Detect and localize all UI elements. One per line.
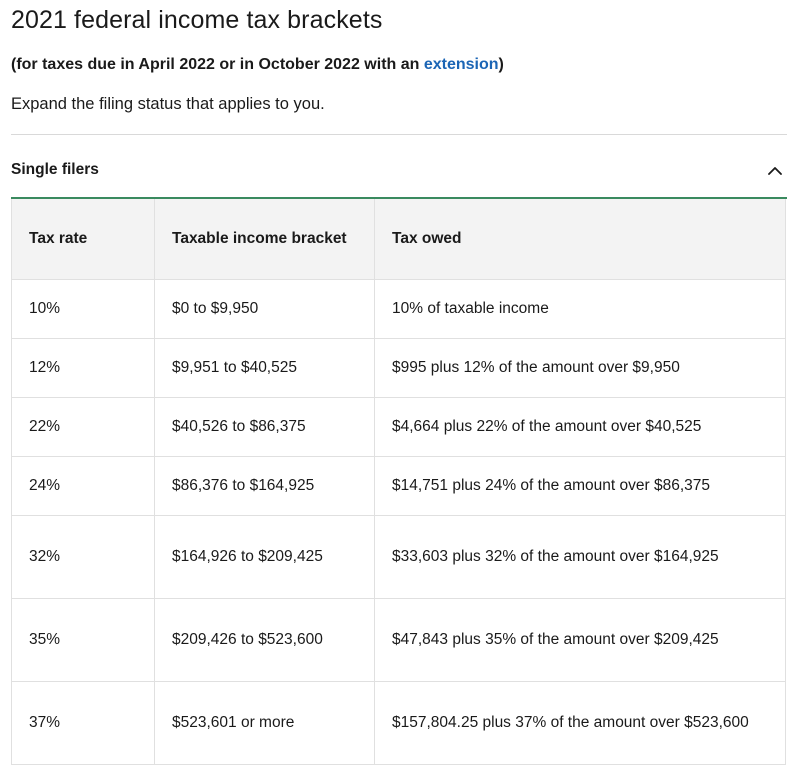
- cell-tax-rate: 12%: [12, 339, 155, 398]
- cell-tax-owed: $995 plus 12% of the amount over $9,950: [375, 339, 786, 398]
- subtitle-prefix: (for taxes due in April 2022 or in October 2022 with an: [11, 56, 424, 73]
- table-row: [12, 457, 786, 516]
- cell-tax-owed: 10% of taxable income: [375, 280, 786, 339]
- tax-brackets-table: [11, 199, 786, 765]
- cell-tax-owed: $14,751 plus 24% of the amount over $86,375: [375, 457, 786, 516]
- chevron-up-icon[interactable]: [767, 162, 783, 178]
- table-row: [12, 339, 786, 398]
- table-row: [12, 398, 786, 457]
- cell-tax-owed: $47,843 plus 35% of the amount over $209,425: [375, 599, 786, 682]
- cell-tax-rate: 32%: [12, 516, 155, 599]
- cell-income-bracket: $86,376 to $164,925: [155, 457, 375, 516]
- table-row: [12, 516, 786, 599]
- cell-tax-rate: 37%: [12, 682, 155, 765]
- cell-tax-rate: 24%: [12, 457, 155, 516]
- cell-tax-owed: $4,664 plus 22% of the amount over $40,525: [375, 398, 786, 457]
- intro-text: Expand the filing status that applies to you.: [11, 95, 325, 113]
- cell-income-bracket: $40,526 to $86,375: [155, 398, 375, 457]
- cell-tax-owed: $33,603 plus 32% of the amount over $164,925: [375, 516, 786, 599]
- table-header-row: [12, 199, 786, 280]
- cell-tax-rate: 22%: [12, 398, 155, 457]
- table-row: [12, 280, 786, 339]
- table-row: [12, 599, 786, 682]
- accordion-single-filers[interactable]: [11, 143, 787, 199]
- page-title: 2021 federal income tax brackets: [11, 6, 383, 34]
- cell-tax-rate: 10%: [12, 280, 155, 339]
- column-header-tax-owed: Tax owed: [375, 199, 786, 280]
- accordion-label: Single filers: [11, 161, 99, 178]
- cell-income-bracket: $9,951 to $40,525: [155, 339, 375, 398]
- column-header-tax-rate: Tax rate: [12, 199, 155, 280]
- cell-income-bracket: $164,926 to $209,425: [155, 516, 375, 599]
- cell-income-bracket: $523,601 or more: [155, 682, 375, 765]
- subtitle-suffix: ): [498, 56, 504, 73]
- column-header-income-bracket: Taxable income bracket: [155, 199, 375, 280]
- cell-tax-rate: 35%: [12, 599, 155, 682]
- extension-link[interactable]: extension: [423, 56, 499, 73]
- cell-income-bracket: $0 to $9,950: [155, 280, 375, 339]
- cell-income-bracket: $209,426 to $523,600: [155, 599, 375, 682]
- table-row: [12, 682, 786, 765]
- section-divider: [11, 134, 787, 135]
- page-subtitle: [11, 55, 787, 75]
- cell-tax-owed: $157,804.25 plus 37% of the amount over $523,600: [375, 682, 786, 765]
